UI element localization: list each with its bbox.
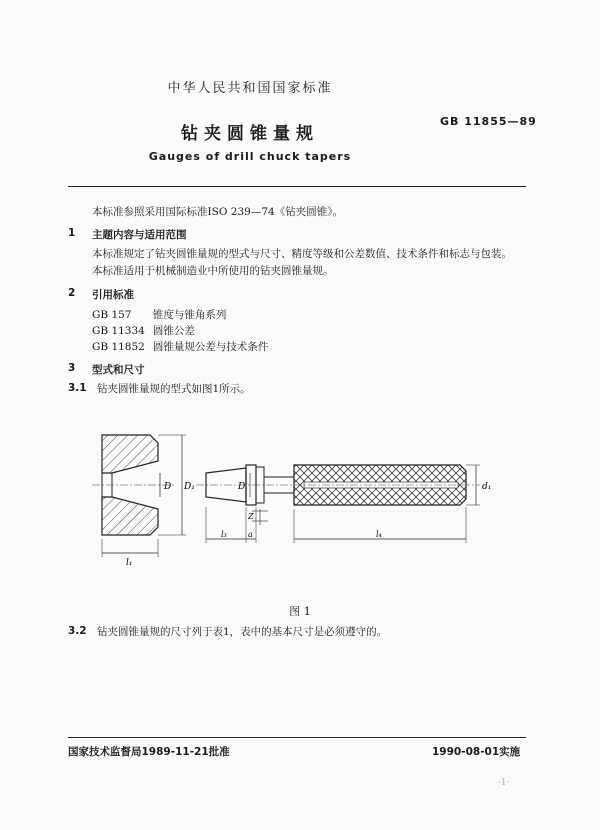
ring-gauge	[92, 435, 186, 557]
ring-l1-label: l₁	[126, 558, 133, 568]
section-1-paragraph-2: 本标准适用于机械制造业中所使用的钻夹圆锥量规。	[92, 265, 334, 277]
plug-d-label: D	[238, 482, 246, 492]
clause-3-1-text: 钻夹圆锥量规的型式如图1所示。	[97, 383, 251, 395]
approval-date: 国家技术监督局1989-11-21批准	[68, 746, 230, 758]
a-label: a	[248, 530, 253, 539]
ring-d1-label: D₁	[184, 482, 195, 492]
footer-divider	[68, 737, 526, 738]
section-2-number: 2	[68, 287, 76, 299]
clause-3-2-text: 钻夹圆锥量规的尺寸列于表1，表中的基本尺寸是必须遵守的。	[97, 626, 388, 638]
reference-code: GB 11852	[92, 341, 145, 353]
section-1-title: 主题内容与适用范围	[92, 229, 187, 241]
section-1-paragraph-1: 本标准规定了钻夹圆锥量规的型式与尺寸、精度等级和公差数值、技术条件和标志与包装。	[92, 248, 512, 260]
reference-code: GB 11334	[92, 325, 145, 337]
plug-l3-label: l₃	[221, 530, 227, 539]
z-label: Z	[248, 512, 254, 521]
section-3-number: 3	[68, 362, 76, 374]
effective-date: 1990-08-01实施	[432, 746, 521, 758]
plug-l4-label: l₄	[376, 530, 382, 539]
page-title: 钻夹圆锥量规	[181, 124, 319, 144]
reference-name: 圆锥量规公差与技术条件	[152, 341, 269, 353]
figure-caption: 图 1	[289, 605, 311, 618]
reference-row	[92, 323, 276, 339]
header-divider	[68, 186, 526, 187]
referenced-standards-list	[92, 307, 276, 355]
clause-3-1-number: 3.1	[68, 382, 87, 394]
section-3-title: 型式和尺寸	[92, 364, 145, 376]
reference-name: 锥度与锥角系列	[152, 309, 227, 321]
gauge-figure	[88, 425, 518, 595]
plug-d1-label: d₁	[482, 482, 492, 492]
standard-code: GB 11855—89	[440, 115, 537, 128]
ring-d-label: D	[164, 482, 172, 492]
clause-3-2-number: 3.2	[68, 625, 87, 637]
section-2-title: 引用标准	[92, 289, 134, 301]
section-1-number: 1	[68, 227, 76, 239]
reference-name: 圆锥公差	[152, 325, 195, 337]
page-number: ·1·	[498, 778, 510, 788]
plug-gauge	[196, 465, 480, 543]
issuing-organization: 中华人民共和国国家标准	[167, 81, 333, 96]
english-title: Gauges of drill chuck tapers	[148, 150, 352, 163]
reference-row	[92, 339, 276, 355]
reference-row	[92, 307, 276, 323]
intro-paragraph: 本标准参照采用国际标准ISO 239—74《钻夹圆锥》。	[92, 206, 343, 218]
reference-code: GB 157	[92, 309, 132, 321]
